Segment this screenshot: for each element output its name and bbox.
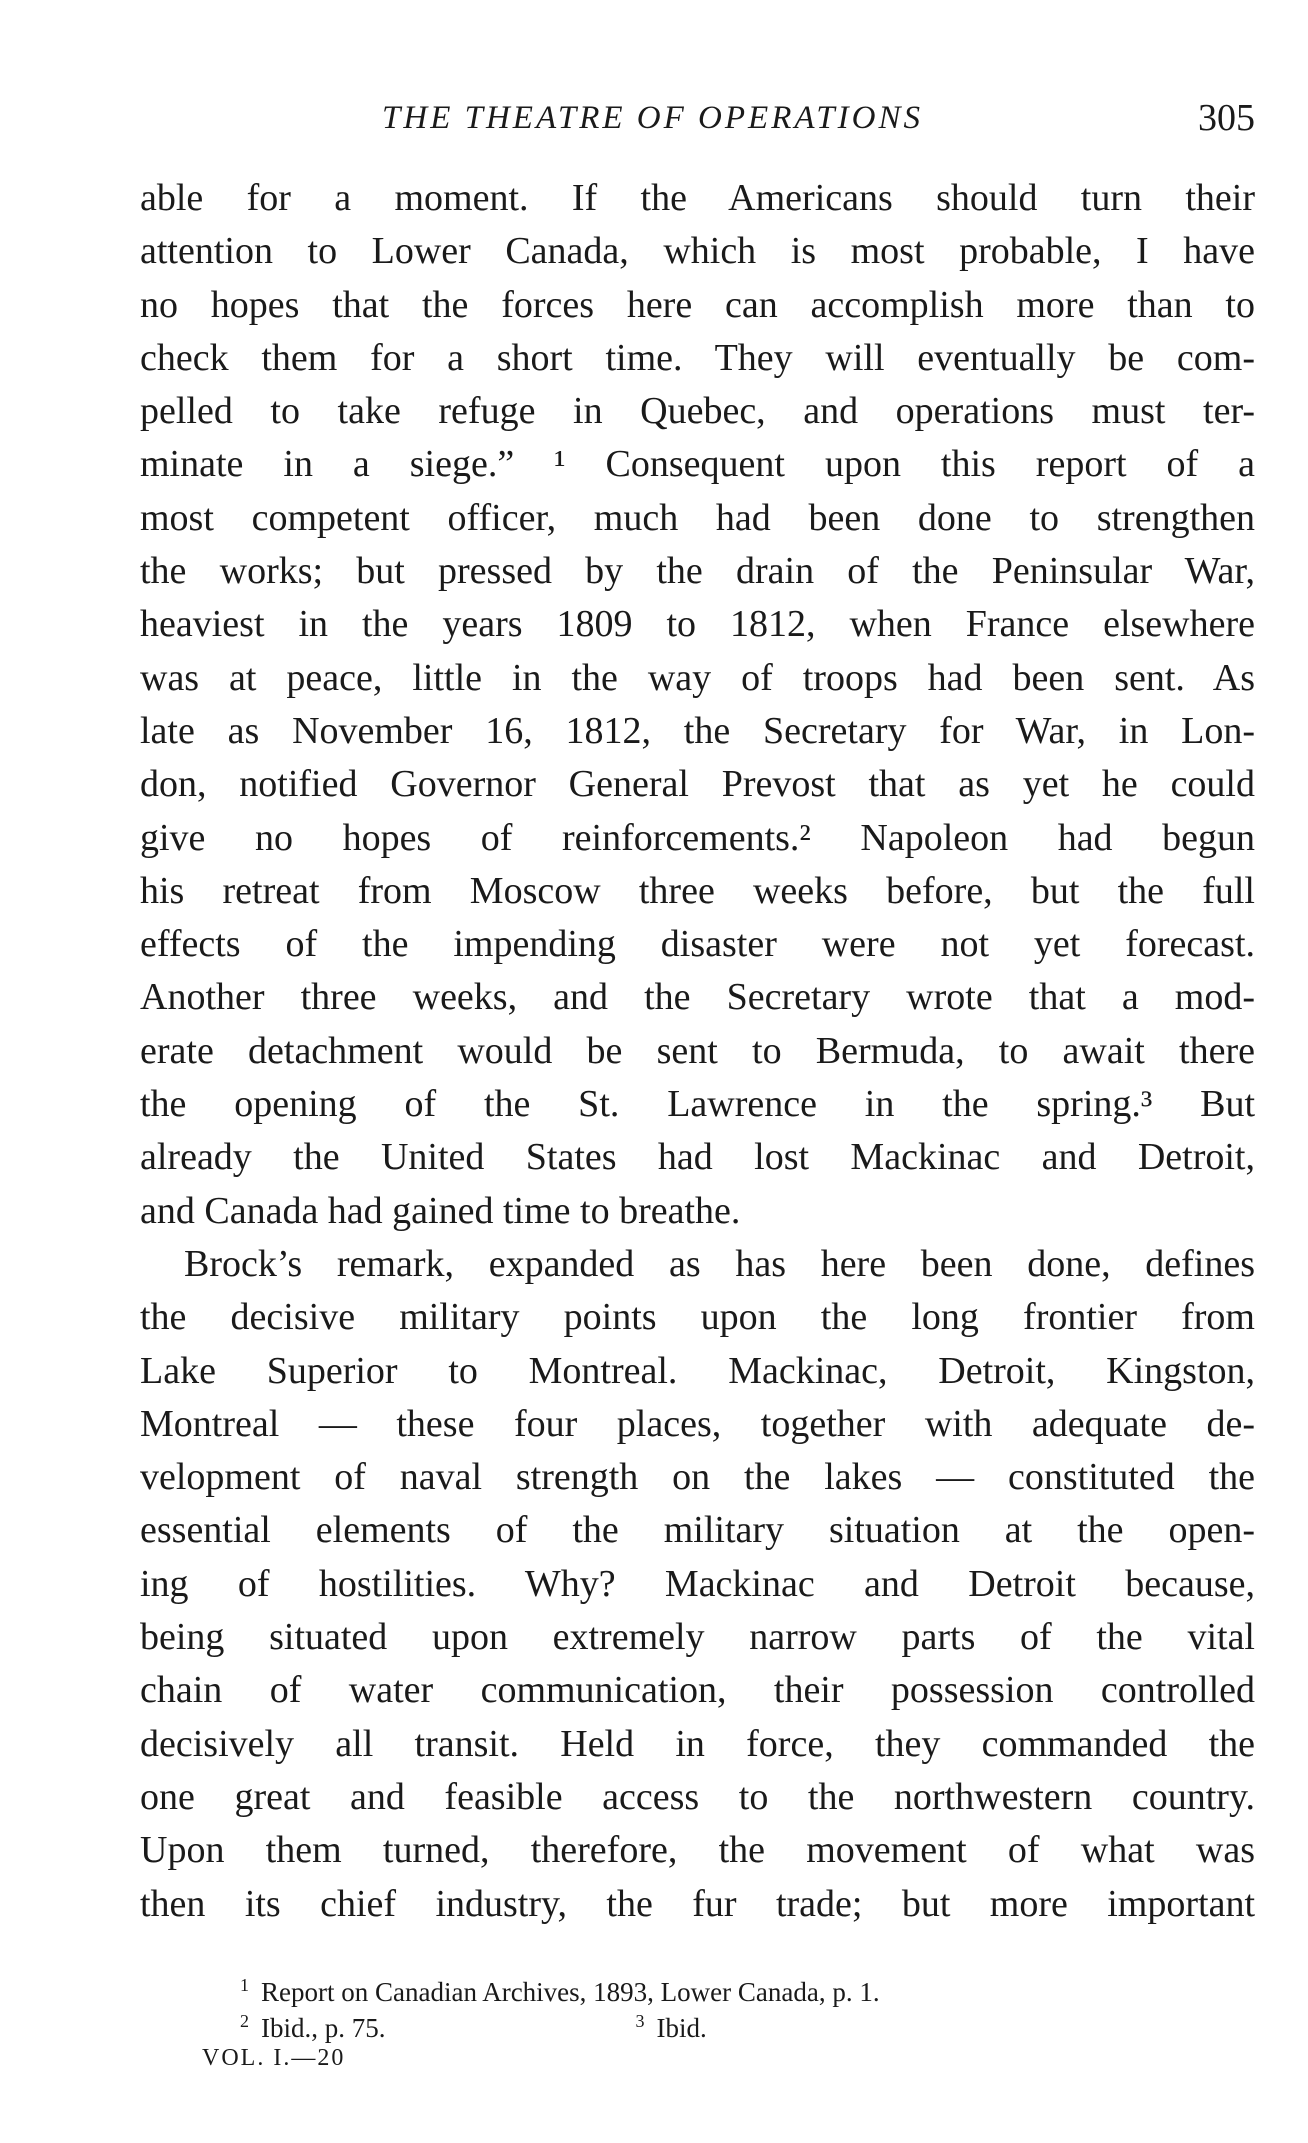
footnotes xyxy=(240,1967,1140,2043)
text-line: erate detachment would be sent to Bermuda, to await there xyxy=(140,1029,1255,1072)
text-line: ing of hostilities. Why? Mackinac and Detroit because, xyxy=(140,1562,1255,1605)
footnote-2-3 xyxy=(240,2003,1140,2043)
footnote-number: 1 xyxy=(240,1975,249,1995)
text-line: Montreal — these four places, together with adequate de- xyxy=(140,1402,1255,1445)
text-line: was at peace, little in the way of troops had been sent. As xyxy=(140,656,1255,699)
text-line: don, notified Governor General Prevost that as yet he could xyxy=(140,763,1255,806)
text-line: Upon them turned, therefore, the movement of what was xyxy=(140,1829,1255,1872)
text-line: being situated upon extremely narrow parts of the vital xyxy=(140,1616,1255,1659)
text-line: then its chief industry, the fur trade; but more important xyxy=(140,1882,1255,1925)
footnote-number: 2 xyxy=(240,2011,249,2031)
text-line: minate in a siege.” ¹ Consequent upon this report of a xyxy=(140,443,1255,486)
footnote-text: Ibid. xyxy=(656,2013,707,2043)
text-line: late as November 16, 1812, the Secretary for War, in Lon- xyxy=(140,709,1255,752)
text-line: give no hopes of reinforcements.² Napoleon had begun xyxy=(140,816,1255,859)
footnote-text: Report on Canadian Archives, 1893, Lower Canada, p. 1. xyxy=(261,1977,880,2007)
text-line: the works; but pressed by the drain of the Peninsular War, xyxy=(140,550,1255,593)
text-line: no hopes that the forces here can accomplish more than to xyxy=(140,283,1255,326)
text-line: the opening of the St. Lawrence in the spring.³ But xyxy=(140,1083,1255,1126)
signature-mark: VOL. I.—20 xyxy=(202,2045,346,2071)
body-text xyxy=(140,172,1255,1931)
text-line: one great and feasible access to the northwestern country. xyxy=(140,1775,1255,1818)
text-line: able for a moment. If the Americans should turn their xyxy=(140,177,1255,219)
text-line: check them for a short time. They will eventually be com- xyxy=(140,336,1255,379)
text-line: and Canada had gained time to breathe. xyxy=(140,1189,741,1232)
text-line: essential elements of the military situation at the open- xyxy=(140,1509,1255,1552)
text-line: the decisive military points upon the long frontier from xyxy=(140,1296,1255,1339)
text-line: Another three weeks, and the Secretary wrote that a mod- xyxy=(140,976,1255,1019)
running-head xyxy=(140,92,1255,152)
footnote-number: 3 xyxy=(635,2011,645,2031)
text-line: effects of the impending disaster were not yet forecast. xyxy=(140,923,1255,966)
page-number: 305 xyxy=(1198,97,1255,139)
footnote-1 xyxy=(240,1967,1140,2007)
text-line: velopment of naval strength on the lakes — constituted the xyxy=(140,1456,1255,1499)
running-title: THE THEATRE OF OPERATIONS xyxy=(382,100,923,136)
text-line: already the United States had lost Mackinac and Detroit, xyxy=(140,1136,1255,1179)
text-line: attention to Lower Canada, which is most probable, I have xyxy=(140,230,1255,273)
footnote-text: Ibid., p. 75. xyxy=(261,2013,386,2043)
text-line: his retreat from Moscow three weeks before, but the full xyxy=(140,869,1255,912)
text-line: pelled to take refuge in Quebec, and operations must ter- xyxy=(140,390,1255,433)
text-line: Lake Superior to Montreal. Mackinac, Detroit, Kingston, xyxy=(140,1349,1255,1392)
text-line: heaviest in the years 1809 to 1812, when France elsewhere xyxy=(140,603,1255,646)
text-line: decisively all transit. Held in force, they commanded the xyxy=(140,1722,1255,1765)
text-line: chain of water communication, their possession controlled xyxy=(140,1669,1255,1712)
text-line: Brock’s remark, expanded as has here been done, defines xyxy=(184,1242,1255,1285)
text-line: most competent officer, much had been done to strengthen xyxy=(140,496,1255,539)
